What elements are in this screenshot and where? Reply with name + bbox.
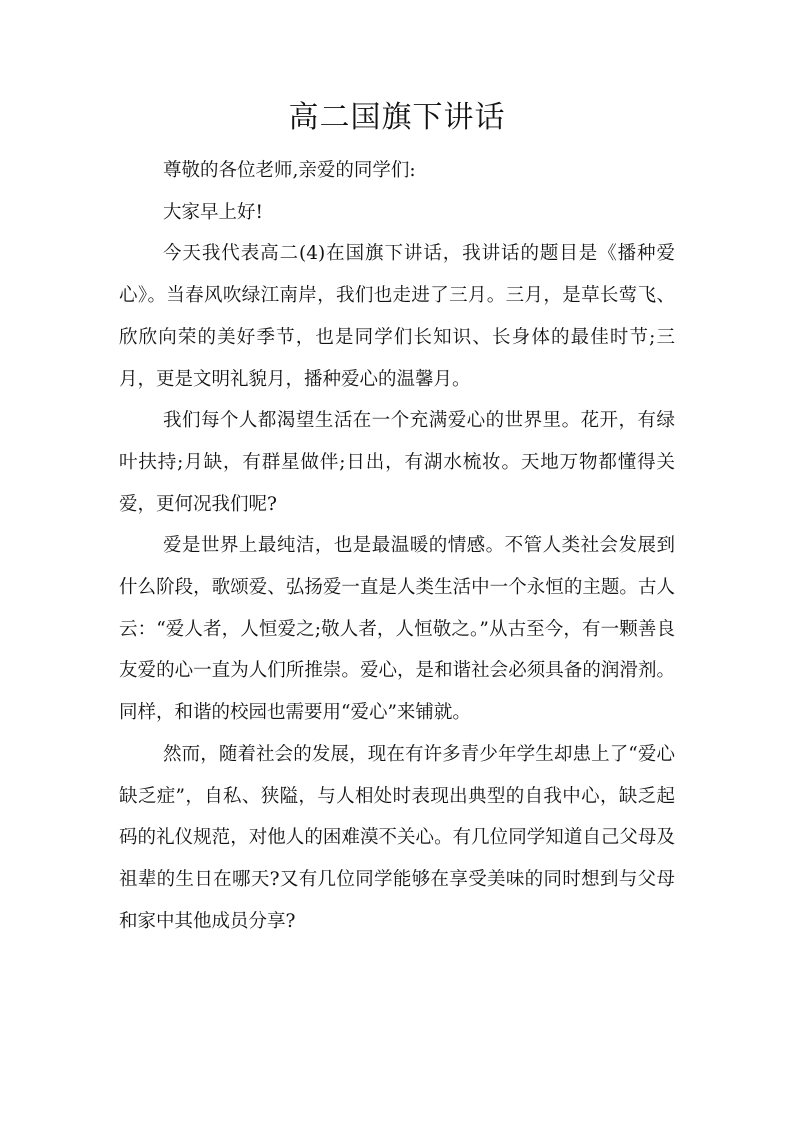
document-body xyxy=(119,150,675,942)
paragraph-lack-of-love: 然而，随着社会的发展，现在有许多青少年学生却患上了“爱心缺乏症”，自私、狭隘，与人相处时表现出典型的自我中心，缺乏起码的礼仪规范，对他人的困难漠不关心。有几位同学知道自己父母及祖辈的生日在哪天?又有几位同学能够在享受美味的同时想到与父母和家中其他成员分享? xyxy=(119,743,675,932)
paragraph-purest-emotion: 爱是世界上最纯洁，也是最温暖的情感。不管人类社会发展到什么阶段，歌颂爱、弘扬爱一直是人类生活中一个永恒的主题。古人云：“爱人者，人恒爱之;敬人者，人恒敬之。”从古至今，有一颗善良友爱的心一直为人们所推崇。爱心，是和谐社会必须具备的润滑剂。同样，和谐的校园也需要用“爱心”来铺就。 xyxy=(119,535,675,724)
paragraph-greeting: 大家早上好! xyxy=(163,201,263,223)
paragraph-salutation: 尊敬的各位老师,亲爱的同学们: xyxy=(163,160,416,181)
document-title: 高二国旗下讲话 xyxy=(288,100,506,135)
paragraph-intro: 今天我代表高二(4)在国旗下讲话，我讲话的题目是《播种爱心》。当春风吹绿江南岸，我们也走进了三月。三月，是草长莺飞、欣欣向荣的美好季节，也是同学们长知识、长身体的最佳时节;三月，更是文明礼貌月，播种爱心的温馨月。 xyxy=(119,243,675,390)
paragraph-world-of-love: 我们每个人都渴望生活在一个充满爱心的世界里。花开，有绿叶扶持;月缺，有群星做伴;日出，有湖水梳妆。天地万物都懂得关爱，更何况我们呢? xyxy=(119,410,675,515)
